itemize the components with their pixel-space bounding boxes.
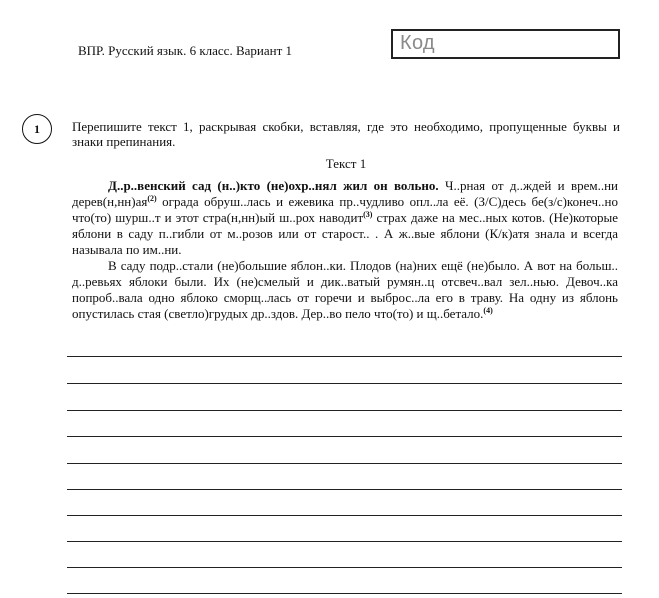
answer-line[interactable]: [67, 383, 622, 384]
task-number: 1: [34, 121, 40, 136]
passage-text: В саду подр..стали (не)большие яблон..ки. Плодов (на)них ещё (не)было. А вот на больш.. д..ревьях яблоки были. Их (не)смелый и дик..ватый румян..ц отсвеч..вал зел..нью. Девоч..ка попроб..вала одно яблоко сморщ..лась от горечи и выброс..ла его в траву. На одну из яблонь опустилась стая (светло)грудых др..здов. Дер..во пело что(то) и щ..бетало.: [72, 258, 618, 321]
footnote-marker: (3): [363, 210, 373, 219]
answer-line[interactable]: [67, 463, 622, 464]
passage-text: страх даже на мес..ных котов. (Не)которые яблони в саду п..гибли от м..розов или от старост.. . А ж..вые яблони (К/к)атя знала и всегда называла по им..ни.: [72, 210, 618, 257]
passage-paragraph-2: [72, 258, 618, 322]
task-number-badge: [22, 114, 52, 144]
passage-text: Ч..рная от д..ждей и врем..ни дерев(н,нн)ая: [72, 178, 618, 209]
passage-paragraph-1: [72, 178, 618, 258]
page-header-title: ВПР. Русский язык. 6 класс. Вариант 1: [78, 43, 292, 58]
answer-line[interactable]: [67, 356, 622, 357]
answer-line[interactable]: [67, 567, 622, 568]
code-label: Код: [400, 32, 435, 54]
answer-line[interactable]: [67, 541, 622, 542]
passage: [72, 178, 618, 322]
passage-title-sentence: Д..р..венский сад (н..)кто (не)охр..нял жил он вольно.: [108, 178, 439, 193]
text-title: Текст 1: [325, 156, 367, 171]
answer-line[interactable]: [67, 489, 622, 490]
answer-line[interactable]: [67, 515, 622, 516]
code-box[interactable]: [391, 29, 620, 59]
answer-line[interactable]: [67, 436, 622, 437]
passage-text: ограда обруш..лась и ежевика пр..чудливо опл..ла её. (З/С)десь бе(з/с)конеч..но что(то) шурш..т и этот стра(н,нн)ый ш..рох наводит: [72, 194, 618, 225]
answer-line[interactable]: [67, 593, 622, 594]
answer-line[interactable]: [67, 410, 622, 411]
footnote-marker: (2): [147, 194, 157, 203]
task-instruction: Перепишите текст 1, раскрывая скобки, вставляя, где это необходимо, пропущенные буквы и знаки препинания.: [72, 119, 620, 149]
footnote-marker: (4): [483, 306, 493, 315]
